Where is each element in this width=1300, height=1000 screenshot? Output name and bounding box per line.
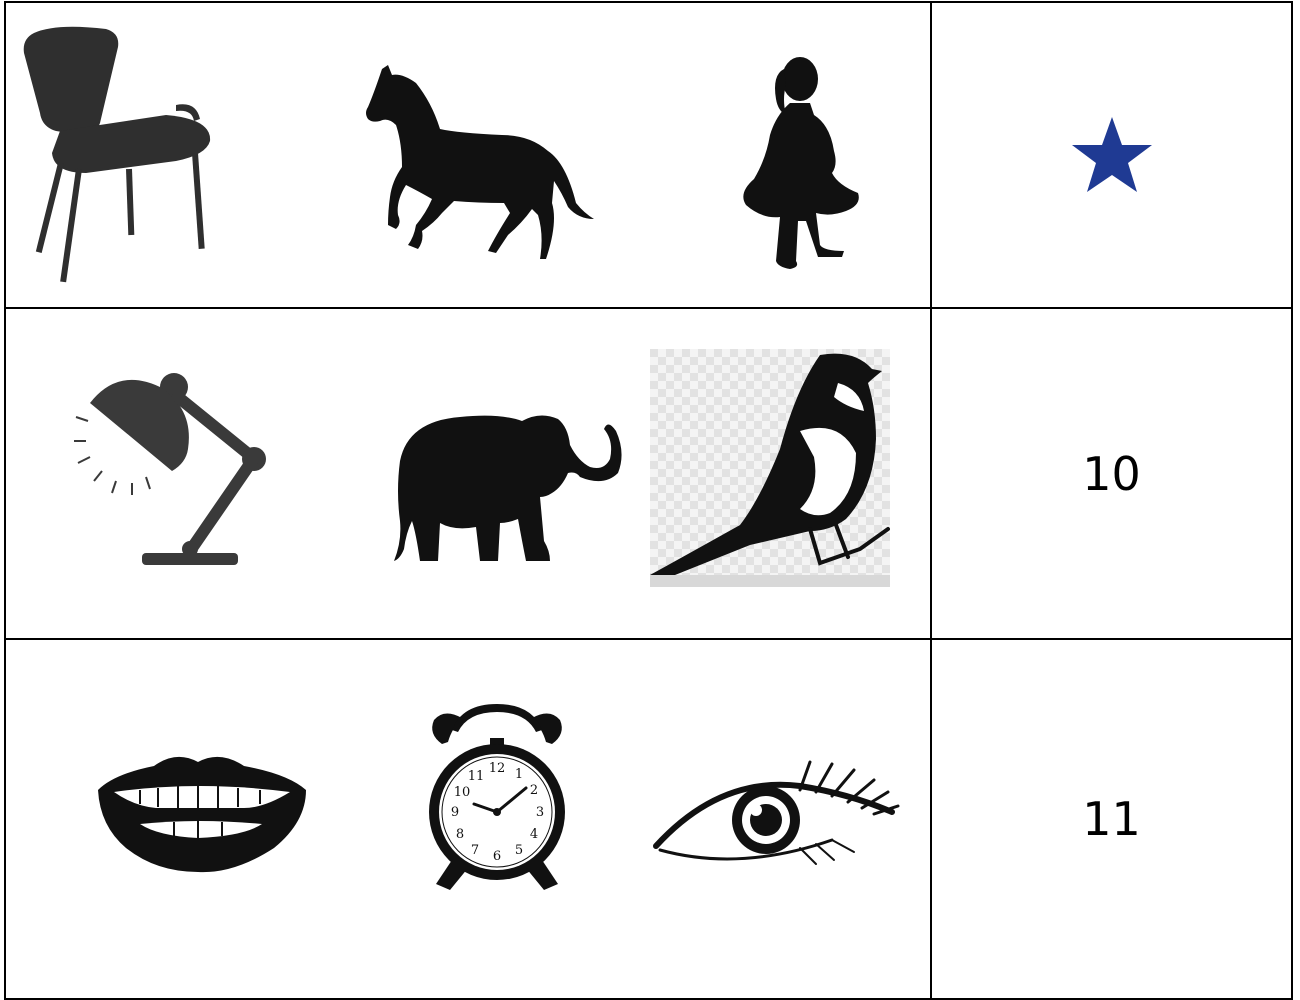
elephant-icon — [390, 401, 630, 565]
bird-icon — [650, 349, 890, 587]
svg-text:11: 11 — [467, 769, 485, 784]
svg-text:6: 6 — [492, 849, 502, 864]
table-row — [5, 308, 1292, 639]
number-label: 11 — [1082, 792, 1141, 846]
svg-text:8: 8 — [455, 827, 465, 842]
chair-icon — [16, 23, 216, 283]
svg-text:10: 10 — [453, 785, 471, 800]
alarm-clock-icon — [422, 704, 572, 892]
marker-cell — [931, 639, 1292, 999]
svg-text:1: 1 — [514, 767, 524, 782]
pictures-cell — [5, 639, 931, 999]
pictures-cell — [5, 308, 931, 639]
table-row — [5, 639, 1292, 999]
girl-icon — [734, 55, 864, 270]
mouth-icon — [94, 744, 310, 874]
eye-icon — [650, 756, 902, 872]
marker-cell — [931, 308, 1292, 639]
pictures-cell — [5, 2, 931, 308]
svg-text:9: 9 — [450, 805, 460, 820]
svg-text:7: 7 — [470, 843, 480, 858]
marker-cell — [931, 2, 1292, 308]
svg-text:12: 12 — [488, 761, 506, 776]
svg-text:3: 3 — [535, 805, 545, 820]
number-label: 10 — [1082, 446, 1141, 501]
desk-lamp-icon — [68, 371, 274, 567]
table-row — [5, 2, 1292, 308]
star-icon — [1070, 115, 1154, 195]
horse-icon — [362, 63, 602, 263]
picture-table — [4, 1, 1293, 1000]
svg-text:2: 2 — [529, 783, 539, 798]
svg-text:5: 5 — [514, 843, 524, 858]
svg-text:4: 4 — [529, 827, 539, 842]
